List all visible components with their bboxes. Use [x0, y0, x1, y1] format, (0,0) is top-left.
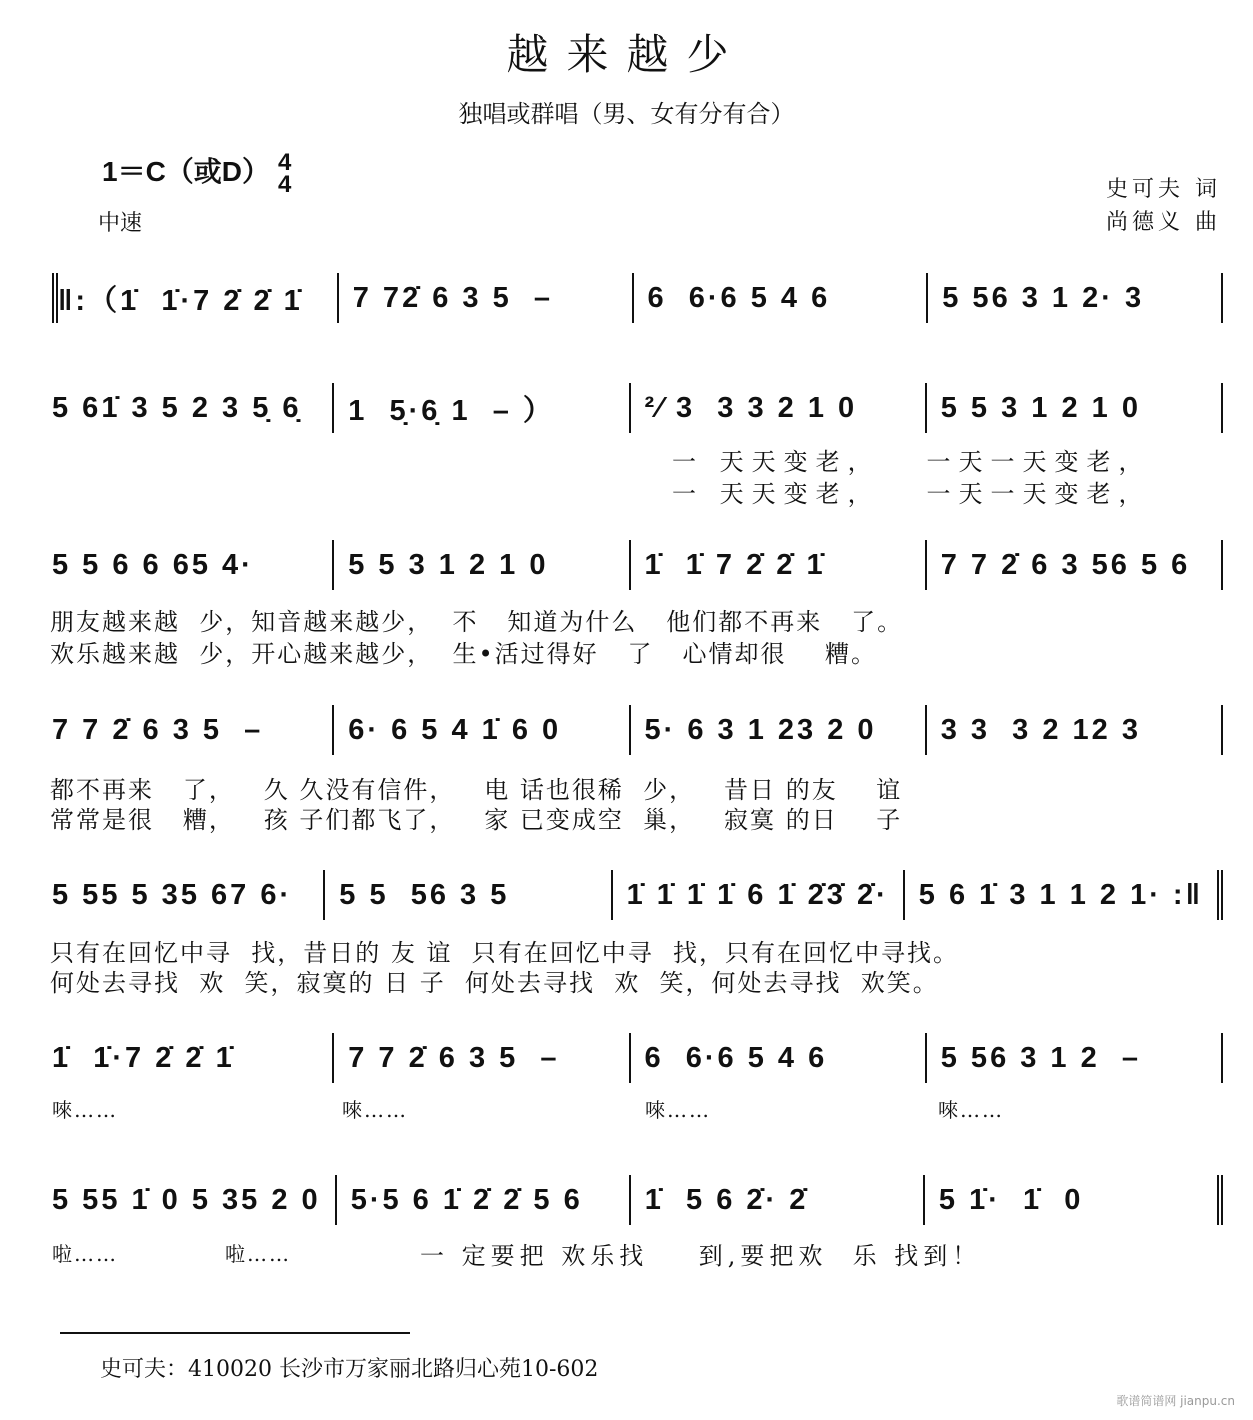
- lyric-line: 常常是很 糟， 孩 子们都飞了， 家 已变成空 巢， 寂寞 的日 子: [50, 806, 903, 834]
- lyric-line: 何处去寻找 欢 笑，寂寞的 日 子 何处去寻找 欢 笑，何处去寻找 欢笑。: [50, 969, 939, 997]
- time-signature: [278, 148, 292, 198]
- measure-notes: 5·5 6 1̇ 2̇ 2̇ 5 6: [350, 1183, 583, 1216]
- measure-notes: 6 6·6 5 4 6: [647, 281, 831, 314]
- measure: [631, 705, 927, 755]
- time-sig-bottom: 4: [278, 170, 292, 198]
- measure-notes: 1 5̣·6̣ 1 – ）: [348, 394, 555, 427]
- key-signature: [102, 150, 291, 196]
- measure-notes: 7 7 2̇ 6 3 5 –: [52, 713, 264, 746]
- composer-credit: 尚德义 曲: [1106, 210, 1221, 235]
- lyric-lai: 唻……: [645, 1098, 711, 1122]
- measure: [613, 870, 905, 920]
- measure-notes: 5 1̇· 1̇ 0: [938, 1183, 1084, 1216]
- lyric-lai: 唻……: [938, 1098, 1004, 1122]
- measure-notes: 5 6 1̇ 3 1 1 2 1· :‖: [918, 878, 1204, 911]
- measure: [339, 273, 634, 323]
- measure: [928, 273, 1223, 323]
- measure-notes: 7 7 2̇ 6 3 5 –: [348, 1041, 560, 1074]
- score-row: [52, 1033, 1223, 1083]
- score-row: [52, 870, 1223, 920]
- measure-notes: 7 72̇ 6 3 5 –: [352, 281, 553, 314]
- measure-notes: 5 61̇ 3 5 2 3 5̣ 6̣: [52, 391, 302, 424]
- footer-address: 史可夫：410020 长沙市万家丽北路归心苑10-602: [100, 1357, 599, 1382]
- score-row: [52, 540, 1223, 590]
- key-text: 1＝C（或D）: [102, 156, 271, 187]
- measure-notes: 5 55 5 35 67 6·: [52, 878, 293, 911]
- measure-notes: 5· 6 3 1 23 2 0: [644, 713, 877, 746]
- measure-notes: 7 7 2̇ 6 3 56 5 6: [940, 548, 1191, 581]
- score-row: [52, 705, 1223, 755]
- measure: [631, 383, 927, 433]
- tempo-marking: 中速: [98, 211, 143, 236]
- measure-notes: 5 56 3 1 2· 3: [942, 281, 1145, 314]
- measure: [631, 1033, 927, 1083]
- lyric-lai: 唻……: [52, 1098, 118, 1122]
- measure: [905, 870, 1223, 920]
- measure: [334, 1033, 630, 1083]
- lyric-lai: 唻……: [342, 1098, 408, 1122]
- measure: [52, 273, 339, 323]
- measure-notes: 6· 6 5 4 1̇ 6 0: [348, 713, 562, 746]
- measure-notes: 5 5 56 3 5: [339, 878, 510, 911]
- measure-notes: 5 55 1̇ 0 5 35 2 0: [52, 1183, 321, 1216]
- measure-notes: ²⁄ 3 3 3 2 1 0: [644, 391, 858, 424]
- measure: [52, 870, 325, 920]
- measure: [631, 540, 927, 590]
- measure: [52, 1033, 334, 1083]
- measure-notes: 1̇ 5 6 2̇· 2̇: [644, 1183, 809, 1216]
- measure: [925, 1175, 1223, 1225]
- subtitle: 独唱或群唱（男、女有分有合）: [458, 100, 795, 128]
- watermark: 歌谱简谱网 jianpu.cn: [1116, 1394, 1235, 1408]
- measure-notes: 1̇ 1̇·7 2̇ 2̇ 1̇: [52, 1041, 235, 1074]
- measure-notes: 5 5 3 1 2 1 0: [940, 391, 1141, 424]
- measure: [334, 383, 630, 433]
- measure: [52, 705, 334, 755]
- lyric-line: 只有在回忆中寻 找，昔日的 友 谊 只有在回忆中寻 找，只有在回忆中寻找。: [50, 939, 960, 967]
- measure-notes: ‖:（1̇ 1̇·7 2̇ 2̇ 1̇: [58, 284, 303, 317]
- lyric-line: 都不再来 了， 久 久没有信件， 电 话也很稀 少， 昔日 的友 谊: [50, 776, 903, 804]
- measure: [52, 540, 334, 590]
- measure: [631, 1175, 925, 1225]
- measure-notes: 3 3 3 2 12 3: [940, 713, 1141, 746]
- score-row: [52, 273, 1223, 323]
- measure: [634, 273, 929, 323]
- measure-notes: 5 5 6 6 65 4·: [52, 548, 254, 581]
- score-row: [52, 1175, 1223, 1225]
- time-sig-top: 4: [278, 148, 292, 176]
- measure: [337, 1175, 631, 1225]
- measure: [52, 383, 334, 433]
- lyric-la: 啦……: [52, 1242, 118, 1266]
- measure-notes: 6 6·6 5 4 6: [644, 1041, 828, 1074]
- lyricist-credit: 史可夫 词: [1106, 177, 1221, 202]
- measure: [334, 705, 630, 755]
- footer-divider: [60, 1332, 410, 1334]
- measure-notes: 1̇ 1̇ 7 2̇ 2̇ 1̇: [644, 548, 826, 581]
- measure: [325, 870, 612, 920]
- measure: [927, 540, 1223, 590]
- song-title: 越来越少: [506, 30, 747, 79]
- measure: [334, 540, 630, 590]
- measure: [927, 1033, 1223, 1083]
- lyric-la: 啦……: [225, 1242, 291, 1266]
- score-row: [52, 383, 1223, 433]
- lyric-line: 朋友越来越 少，知音越来越少， 不 知道为什么 他们都不再来 了。: [50, 608, 904, 636]
- lyric-line: 欢乐越来越 少，开心越来越少， 生•活过得好 了 心情却很 糟。: [50, 640, 877, 668]
- lyric-line: 一 天天变老， 一天一天变老，: [672, 448, 1151, 476]
- lyric-line: 一 天天变老， 一天一天变老，: [672, 480, 1151, 508]
- measure: [927, 705, 1223, 755]
- lyric-line: 一 定要把 欢乐找 到,要把欢 乐 找到！: [420, 1242, 982, 1270]
- measure: [52, 1175, 337, 1225]
- measure-notes: 5 5 3 1 2 1 0: [348, 548, 549, 581]
- measure-notes: 5 56 3 1 2 –: [940, 1041, 1141, 1074]
- measure-notes: 1̇ 1̇ 1̇ 1̇ 6 1̇ 2̇3̇ 2̇·: [626, 878, 889, 911]
- measure: [927, 383, 1223, 433]
